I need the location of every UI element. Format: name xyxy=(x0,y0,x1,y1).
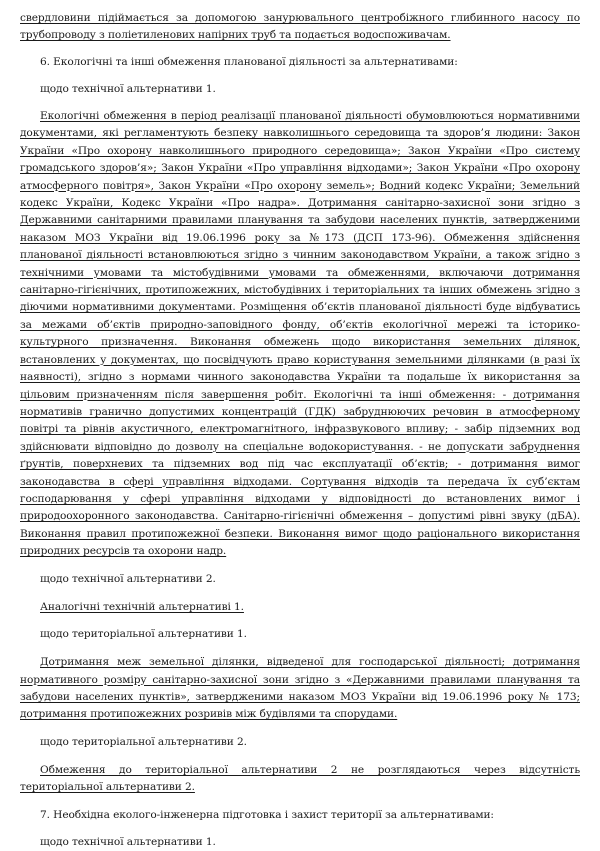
heading-text: 6. Екологічні та інші обмеження планованої діяльності за альтернативами: xyxy=(40,56,458,69)
paragraph-text: Аналогічні технічній альтернативі 1. xyxy=(40,600,244,613)
paragraph-eco-restrictions-tech-1 xyxy=(20,108,580,561)
subheading-text: щодо технічної альтернативи 2. xyxy=(40,572,216,585)
subheading-text: щодо технічної альтернативи 1. xyxy=(40,83,216,96)
subheading-text: щодо територіальної альтернативи 1. xyxy=(40,628,247,641)
paragraph-water-supply-tail xyxy=(20,10,580,45)
paragraph-text: Екологічні обмеження в період реалізації планованої діяльності обумовлюються нормативними документами, які регламентують безпеку навколишнього середовища та здоров’я людини: Закон України «Про охорону навколишнього природного середовища»; Закон України «Про систему громадського здоров’я»; Закон України «Про управління відходами»; Закон України «Про охорону атмосферного повітря», Закон України «Про охорону земель»; Водний кодекс України; Земельний кодекс України, Кодекс України «Про надра». Дотримання санітарно-захисної зони згідно з Державними санітарними правилами планування та забудови населених пунктів, затвердженими наказом МОЗ України від 19.06.1996 року за №173 (ДСП 173-96). Обмеження здійснення планованої діяльності встановлюються згідно з чинним законодавством України, а також згідно з технічними умовами та містобудівними умовами та обмеженнями, включаючи дотримання санітарно-гігієнічних, протипожежних, містобудівних і територіальних та інших обмежень згідно з діючими нормативними документами. Розміщення об’єктів планованої діяльності буде відбуватись за межами об’єктів природно-заповідного фонду, об’єктів екологічної мережі та історико-культурного призначення. Виконання обмежень щодо використання земельних ділянок, встановлених у документах, що посвідчують право користування земельними ділянками (в разі їх наявності), згідно з нормами чинного законодавства України та подальше їх використання за цільовим призначенням після завершення робіт. Екологічні та інші обмеження: - дотримання нормативів гранично допустимих концентрацій (ГДК) забруднюючих речовин в атмосферному повітрі та рівнів акустичного, електромагнітного, інфразвукового впливу; - забір підземних вод здійснювати відповідно до дозволу на спеціальне водокористування. - не допускати забруднення ґрунтів, поверхневих та підземних вод під час експлуатації об’єктів; - дотримання вимог законодавства в сфері управління відходами. Сортування відходів та передача їх суб’єктам господарювання у сфері управління відходами у відповідності до встановлених вимог і природоохоронного законодавства. Санітарно-гігієнічні обмеження – допустимі рівні звуку (дБА). Виконання правил протипожежної безпеки. Виконання вимог щодо раціонального використання природних ресурсів та охорони надр. xyxy=(20,110,580,558)
subheading-tech-alt-1-sec7 xyxy=(20,834,580,851)
subheading-tech-alt-1 xyxy=(20,81,580,98)
section-6-heading xyxy=(20,54,580,71)
section-7-heading xyxy=(20,807,580,824)
paragraph-terr-alt-1 xyxy=(20,654,580,724)
document-page xyxy=(20,10,580,851)
paragraph-text: Дотримання меж земельної ділянки, відведеної для господарської діяльності; дотримання нормативного розміру санітарно-захисної зони згідно з «Державними правилами планування та забудови населених пунктів», затвердженими наказом МОЗ України від 19.06.1996 року № 173; дотримання протипожежних розривів між будівлями та спорудами. xyxy=(20,656,580,721)
subheading-terr-alt-2 xyxy=(20,734,580,751)
subheading-terr-alt-1 xyxy=(20,626,580,643)
paragraph-terr-alt-2 xyxy=(20,762,580,797)
paragraph-tech-alt-2 xyxy=(20,599,580,616)
heading-text: 7. Необхідна еколого-інженерна підготовка і захист території за альтернативами: xyxy=(40,808,494,821)
subheading-text: щодо територіальної альтернативи 2. xyxy=(40,736,247,749)
paragraph-text: свердловини підіймається за допомогою занурювального центробіжного глибинного насосу по трубопроводу з поліетиленових напірних труб та подається водоспоживачам. xyxy=(20,12,580,42)
subheading-text: щодо технічної альтернативи 1. xyxy=(40,835,216,848)
subheading-tech-alt-2 xyxy=(20,571,580,588)
paragraph-text: Обмеження до територіальної альтернативи 2 не розглядаються через відсутність територіальної альтернативи 2. xyxy=(20,763,580,794)
